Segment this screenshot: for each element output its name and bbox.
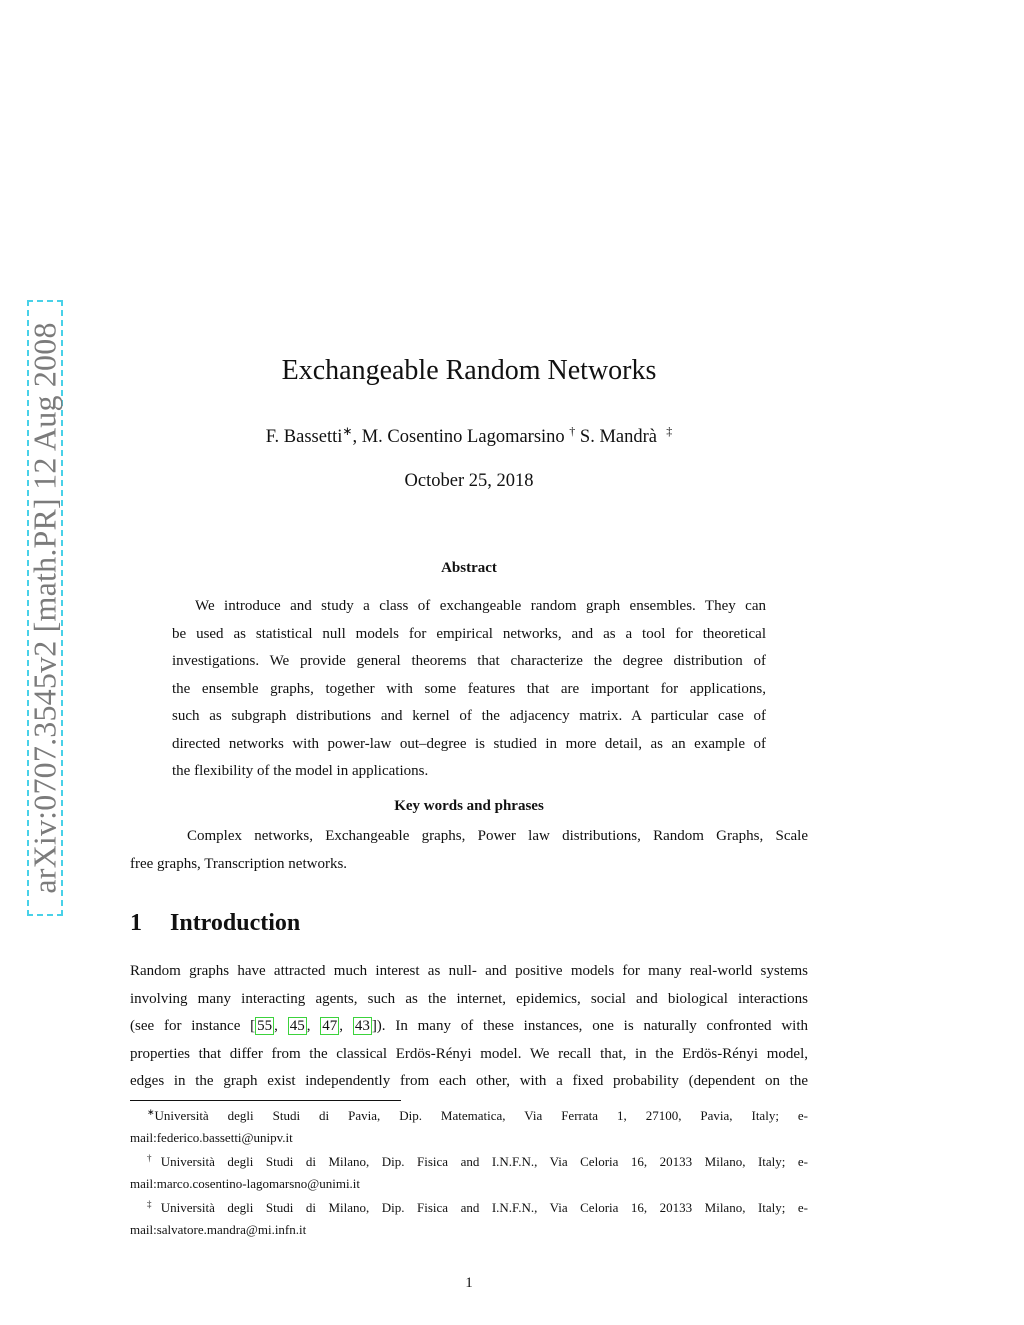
citation-link[interactable]: 43 [354, 1018, 370, 1034]
intro-line: Random graphs have attracted much interest as null- and positive models for many real-world systems [130, 963, 808, 979]
arxiv-identifier: arXiv:0707.3545v2 [math.PR] 12 Aug 2008 [26, 322, 63, 894]
footnote-1 [130, 1102, 808, 1148]
section-title: Introduction [170, 910, 301, 936]
intro-line: edges in the graph exist independently from each other, with a fixed probability (dependent on the [130, 1073, 808, 1089]
intro-line: properties that differ from the classical Erdös-Rényi model. We recall that, in the Erdös-Rényi model, [130, 1045, 808, 1062]
introduction-body [130, 958, 808, 1096]
author-cosentino: , M. Cosentino Lagomarsino [352, 427, 565, 447]
abstract-line: be used as statistical null models for empirical networks, and as a tool for theoretical [172, 625, 766, 642]
footnote-mark-2[interactable]: † [569, 424, 576, 438]
author-list [0, 424, 938, 448]
footnote-email: mail:marco.cosentino-lagomarsno@unimi.it [130, 1175, 361, 1191]
footnote-2 [130, 1148, 808, 1194]
arxiv-side-stamp [27, 300, 63, 916]
abstract-line: investigations. We provide general theorems that characterize the degree distribution of [172, 653, 766, 669]
footnote-line: ‡Università degli Studi di Milano, Dip. Fisica and I.N.F.N., Via Celoria 16, 20133 Milano, Italy; e- [147, 1199, 808, 1215]
keywords-body [130, 823, 808, 878]
abstract-heading: Abstract [441, 560, 497, 576]
citation-link[interactable]: 45 [289, 1018, 305, 1034]
section-heading-introduction [130, 910, 300, 937]
abstract-line: directed networks with power-law out–degree is studied in more detail, as an example of [172, 735, 766, 752]
intro-line-with-citations: (see for instance [ 55 , 45 , 47 , 43 ]). In many of these instances, one is naturally confronted with [130, 1018, 808, 1034]
intro-line: involving many interacting agents, such as the internet, epidemics, social and biological interactions [130, 990, 808, 1007]
abstract-line: the flexibility of the model in applications. [172, 763, 429, 779]
footnote-3 [130, 1194, 808, 1240]
keywords-line: Complex networks, Exchangeable graphs, Power law distributions, Random Graphs, Scale [187, 828, 808, 844]
abstract-line: such as subgraph distributions and kernel of the adjacency matrix. A particular case of [172, 708, 766, 724]
section-number: 1 [130, 910, 142, 936]
footnote-line: ∗Università degli Studi di Pavia, Dip. Matematica, Via Ferrata 1, 27100, Pavia, Italy; e- [147, 1107, 808, 1123]
abstract-body [172, 593, 766, 786]
footnote-email: mail:federico.bassetti@unipv.it [130, 1129, 293, 1145]
footnote-line: †Università degli Studi di Milano, Dip. Fisica and I.N.F.N., Via Celoria 16, 20133 Milano, Italy; e- [147, 1153, 808, 1169]
paper-title: Exchangeable Random Networks [281, 355, 657, 386]
author-bassetti: F. Bassetti [265, 427, 343, 447]
footnotes [130, 1102, 808, 1240]
footnote-email: mail:salvatore.mandra@mi.infn.it [130, 1221, 307, 1237]
footnote-mark-1[interactable]: ∗ [342, 424, 353, 438]
abstract-line: the ensemble graphs, together with some features that are important for applications, [172, 680, 766, 697]
keywords-line: free graphs, Transcription networks. [130, 855, 348, 872]
page-number: 1 [465, 1275, 473, 1291]
citation-link[interactable]: 47 [322, 1018, 338, 1034]
footnote-mark-3[interactable]: ‡ [666, 424, 673, 438]
footnote-divider [130, 1100, 401, 1101]
author-mandra: S. Mandrà [579, 427, 657, 447]
keywords-heading: Key words and phrases [394, 798, 544, 814]
abstract-line: We introduce and study a class of exchangeable random graph ensembles. They can [195, 598, 766, 614]
paper-date: October 25, 2018 [404, 471, 534, 491]
citation-link[interactable]: 55 [257, 1018, 273, 1034]
